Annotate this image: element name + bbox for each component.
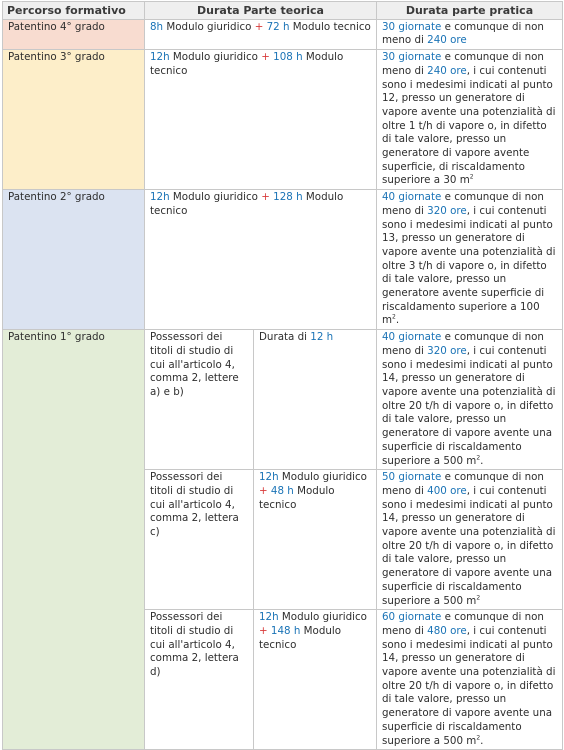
practice-text: e comunque di non meno di — [382, 191, 544, 217]
module-text: Modulo tecnico — [150, 191, 344, 217]
module-text: Modulo giuridico — [278, 611, 367, 624]
theory-cell — [145, 190, 377, 330]
days-value: 40 giornate — [382, 331, 442, 344]
practice-cell — [377, 50, 563, 190]
practice-text: , i cui contenuti sono i medesimi indicati al punto 14, presso un generatore di vapore avente una potenzialità di oltre 20 t/h di vapore o, in difetto di tale valore, presso un generatore di vapore avente una superficie di riscaldamento superiore a 500 m — [382, 624, 556, 747]
module-text: Modulo giuridico — [169, 51, 262, 64]
module-text: Modulo tecnico — [259, 624, 342, 651]
level-cell: Patentino 3° grado — [3, 50, 145, 190]
practice-text: e comunque di non meno di — [382, 331, 544, 357]
hours-value: 400 ore — [427, 484, 467, 497]
practice-cell — [377, 330, 563, 470]
practice-end: . — [480, 734, 484, 747]
module-text: Modulo tecnico — [259, 484, 335, 511]
plus-sign: + — [259, 624, 268, 637]
superscript: 2 — [476, 734, 481, 742]
days-value: 60 giornate — [382, 611, 442, 624]
days-value: 30 giornate — [382, 20, 442, 33]
hours-value: 72 h — [263, 20, 290, 33]
hours-value: 148 h — [267, 624, 301, 637]
practice-text: e comunque di non meno di — [382, 20, 544, 47]
module-text: Durata di — [259, 331, 311, 344]
plus-sign: + — [259, 484, 268, 497]
days-value: 40 giornate — [382, 191, 442, 204]
header-percorso: Percorso formativo — [3, 2, 145, 20]
hours-value: 12h — [150, 191, 170, 204]
hours-value: 48 h — [267, 484, 294, 497]
table-row — [3, 190, 563, 330]
theory-cell — [254, 470, 377, 610]
module-text: Modulo tecnico — [150, 51, 344, 77]
hours-value: 8h — [150, 20, 164, 33]
training-table — [2, 1, 563, 750]
days-value: 30 giornate — [382, 51, 442, 64]
theory-cell — [145, 50, 377, 190]
hours-value: 480 ore — [427, 624, 467, 637]
module-text: Modulo giuridico — [163, 20, 255, 33]
header-row — [3, 2, 563, 20]
practice-text: e comunque di non meno di — [382, 471, 544, 497]
level-cell: Patentino 4° grado — [3, 19, 145, 49]
hours-value: 240 ore — [427, 64, 467, 77]
superscript: 2 — [392, 314, 396, 322]
level-cell: Patentino 2° grado — [3, 190, 145, 330]
qualification-cell: Possessori dei titoli di studio di cui all'articolo 4, comma 2, lettera d) — [145, 610, 254, 750]
practice-cell — [377, 190, 563, 330]
superscript: 2 — [476, 594, 481, 602]
hours-value: 320 ore — [427, 344, 467, 357]
practice-text: e comunque di non meno di — [382, 51, 544, 77]
hours-value: 128 h — [269, 191, 303, 204]
hours-value: 240 ore — [427, 34, 467, 47]
practice-cell — [377, 610, 563, 750]
header-parte-pratica: Durata parte pratica — [377, 2, 563, 20]
hours-value: 12h — [259, 471, 279, 484]
theory-cell — [145, 19, 377, 49]
qualification-cell: Possessori dei titoli di studio di cui all'articolo 4, comma 2, lettere a) e b) — [145, 330, 254, 470]
hours-value: 12h — [259, 611, 279, 624]
practice-end: . — [395, 314, 400, 327]
table-row — [3, 19, 563, 49]
hours-value: 320 ore — [427, 204, 467, 217]
theory-cell — [254, 610, 377, 750]
module-text: Modulo giuridico — [169, 191, 262, 204]
practice-text: , i cui contenuti sono i medesimi indicati al punto 14, presso un generatore di vapore avente una potenzialità di oltre 20 t/h di vapore o, in difetto di tale valore, presso un generatore di vapore avente una superficie di riscaldamento superiore a 500 m — [382, 344, 556, 467]
practice-text: , i cui contenuti sono i medesimi indicati al punto 13, presso un generatore di vapore avente una potenzialità di oltre 3 t/h di vapore o, in difetto di tale valore, presso un generatore avente superficie di riscaldamento superiore a 100 m — [382, 204, 556, 327]
module-text: Modulo tecnico — [289, 20, 371, 33]
module-text: Modulo giuridico — [278, 471, 367, 484]
plus-sign: + — [254, 20, 264, 33]
table-row — [3, 50, 563, 190]
practice-cell — [377, 470, 563, 610]
qualification-cell: Possessori dei titoli di studio di cui all'articolo 4, comma 2, lettera c) — [145, 470, 254, 610]
level-cell: Patentino 1° grado — [3, 330, 145, 750]
table-row — [3, 330, 563, 470]
theory-cell — [254, 330, 377, 470]
plus-sign: + — [261, 51, 270, 64]
days-value: 50 giornate — [382, 471, 442, 484]
superscript: 2 — [476, 454, 481, 462]
practice-cell — [377, 19, 563, 49]
practice-text: , i cui contenuti sono i medesimi indicati al punto 14, presso un generatore di vapore avente una potenzialità di oltre 20 t/h di vapore o, in difetto di tale valore, presso un generatore di vapore avente una superficie di riscaldamento superiore a 500 m — [382, 484, 556, 607]
hours-value: 12 h — [310, 331, 334, 344]
practice-text: , i cui contenuti sono i medesimi indicati al punto 12, presso un generatore di vapore avente una potenzialità di oltre 1 t/h di vapore o, in difetto di tale valore, presso un generatore di vapore avente superficie, di riscaldamento superiore a 30 m — [382, 64, 556, 187]
practice-end: . — [480, 454, 484, 467]
hours-value: 108 h — [269, 51, 303, 64]
header-parte-teorica: Durata Parte teorica — [145, 2, 377, 20]
hours-value: 12h — [150, 51, 170, 64]
practice-text: e comunque di non meno di — [382, 611, 544, 637]
plus-sign: + — [261, 191, 270, 204]
superscript: 2 — [469, 174, 474, 182]
